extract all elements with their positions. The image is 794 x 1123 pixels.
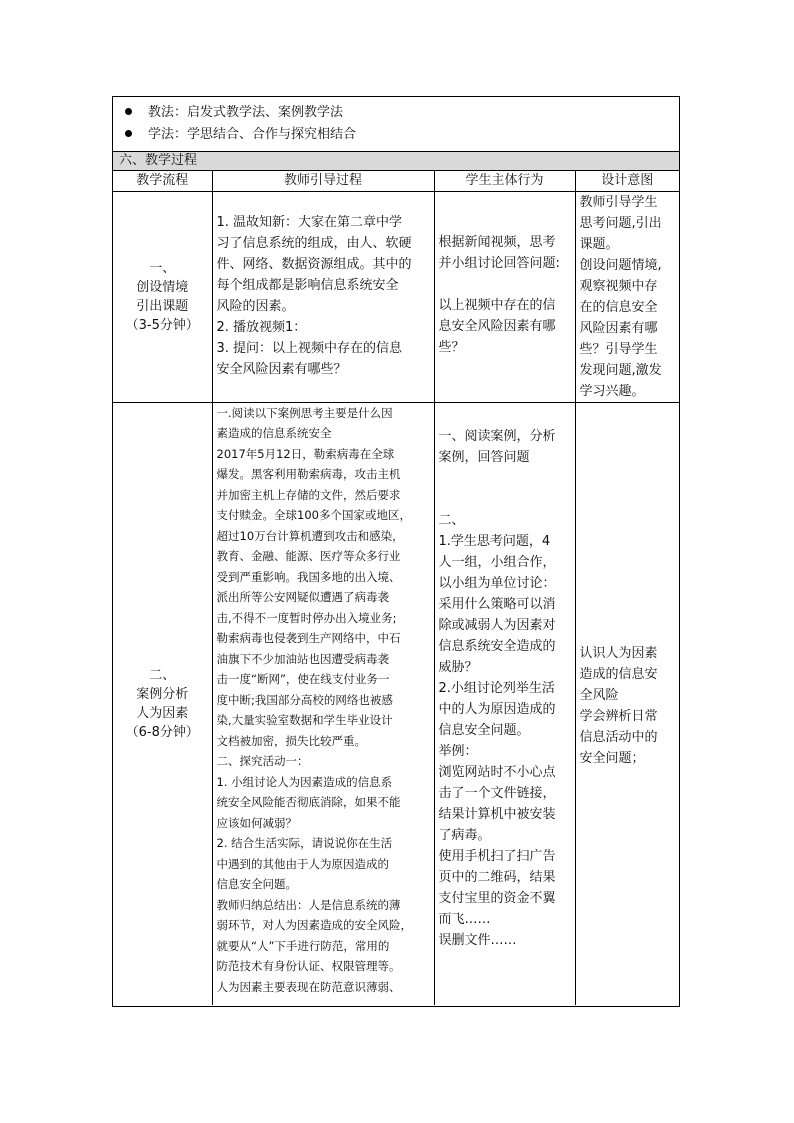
- text-line: 以小组为单位讨论：: [438, 575, 556, 591]
- stage-cell: [113, 191, 212, 402]
- text-line: 支付宝里的资金不翼: [438, 890, 556, 906]
- text-line: 风险因素有哪: [579, 320, 658, 336]
- text-line: 学会辨析日常: [579, 708, 658, 724]
- text-line: 些？: [438, 339, 465, 355]
- text-line: 习了信息系统的组成，由人、软硬: [216, 235, 412, 251]
- learning-method-text: 学法：学思结合、合作与探究相结合: [148, 127, 357, 142]
- stage-line: 案例分析: [136, 686, 189, 702]
- text-line: 使用手机扫了扫广告: [438, 848, 556, 864]
- text-line: 爆发。黑客利用勒索病毒，攻击主机: [216, 467, 401, 481]
- student-cell: [434, 191, 575, 402]
- text-line: 息安全风险因素有哪: [438, 318, 556, 334]
- text-line: 造成的信息安: [579, 666, 658, 682]
- intent-cell: [575, 191, 679, 402]
- text-line: 素造成的信息系统安全: [216, 426, 332, 440]
- bullet-icon: [125, 130, 132, 137]
- text-line: 人一组，小组合作，: [438, 554, 556, 570]
- stage-line: 引出课题: [136, 298, 189, 314]
- header-student: 学生主体行为: [434, 171, 575, 191]
- teaching-method-item: [125, 102, 679, 124]
- stage-line: 人为因素: [136, 705, 189, 721]
- text-line: 误删文件……: [438, 932, 517, 948]
- lesson-plan-document: [112, 96, 680, 1007]
- teacher-cell: [212, 402, 434, 1005]
- text-line: 教育、金融、能源、医疗等众多行业: [216, 549, 401, 563]
- text-line: 案例，回答问题: [438, 449, 530, 465]
- text-line: 思考问题,引出: [579, 215, 662, 231]
- text-line: 发现问题,激发: [579, 362, 662, 378]
- text-line: 威胁？: [438, 659, 478, 675]
- text-line: 安全风险因素有哪些？: [216, 361, 347, 377]
- text-line: 信息系统安全造成的: [438, 638, 556, 654]
- method-box: [113, 97, 679, 152]
- text-line: 除或减弱人为因素对: [438, 617, 556, 633]
- text-line: 一.阅读以下案例思考主要是什么因: [216, 405, 393, 420]
- text-line: 些？引导学生: [579, 341, 658, 357]
- text-line: 教师归纳总结出：人是信息系统的薄: [216, 897, 401, 912]
- text-line: 超过10万台计算机遭到攻击和感染，: [216, 528, 404, 543]
- text-line: 中的人为原因造成的: [438, 701, 556, 717]
- text-line: 油旗下不少加油站也因遭受病毒袭: [216, 651, 389, 666]
- stage-line: 一、: [149, 260, 176, 276]
- text-line: 页中的二维码，结果: [438, 869, 556, 885]
- text-line: 每个组成都是影响信息系统安全: [216, 277, 399, 293]
- blank-line: [439, 274, 571, 295]
- text-line: 受到严重影响。我国多地的出入境、: [216, 569, 401, 584]
- header-intent: 设计意图: [575, 171, 679, 191]
- text-line: 浏览网站时不小心点: [438, 764, 556, 780]
- text-line: 了病毒。: [438, 827, 491, 843]
- text-line: 就要从“人”下手进行防范，常用的: [216, 938, 390, 953]
- text-line: 弱环节，对人为因素造成的安全风险，: [216, 918, 412, 932]
- text-line: 一、阅读案例，分析: [438, 428, 556, 444]
- text-line: 并小组讨论回答问题:: [438, 255, 560, 271]
- text-line: 以上视频中存在的信: [438, 297, 556, 313]
- table-row: [113, 191, 679, 402]
- table-header-row: [113, 171, 679, 191]
- text-line: 人为因素主要表现在防范意识薄弱、: [216, 979, 401, 994]
- text-line: 2. 播放视频1：: [216, 319, 307, 335]
- stage-line: （6-8分钟）: [125, 724, 199, 740]
- text-line: 件、网络、数据资源组成。其中的: [216, 256, 412, 272]
- bullet-icon: [125, 108, 132, 115]
- text-line: 认识人为因素: [579, 645, 658, 661]
- text-line: 风险的因素。: [216, 298, 295, 314]
- text-line: 1. 温故知新：大家在第二章中学: [216, 214, 403, 230]
- text-line: 1. 小组讨论人为因素造成的信息系: [216, 774, 393, 789]
- text-line: 创设问题情境,: [579, 257, 662, 273]
- text-line: 统安全风险能否彻底消除，如果不能: [216, 795, 401, 809]
- text-line: 2.小组讨论列举生活: [438, 680, 555, 696]
- text-line: 根据新闻视频，思考: [438, 234, 556, 250]
- text-line: 应该如何减弱？: [216, 815, 297, 830]
- text-line: 染,大量实验室数据和学生毕业设计: [216, 713, 393, 727]
- text-line: 中遇到的其他由于人为原因造成的: [216, 856, 389, 871]
- text-line: 2. 结合生活实际，请说说你在生活: [216, 836, 393, 850]
- text-line: 二、: [438, 512, 465, 528]
- text-line: 击一度“断网”，使在线支付业务一: [216, 672, 390, 686]
- text-line: 勒索病毒也侵袭到生产网络中，中石: [216, 631, 401, 645]
- stage-cell: [113, 402, 212, 1005]
- text-line: 击,不得不一度暂时停办出入境业务;: [216, 610, 397, 625]
- section-title: 六、教学过程: [113, 152, 679, 171]
- header-teacher: 教师引导过程: [212, 171, 434, 191]
- header-flow: 教学流程: [113, 171, 212, 191]
- text-line: 信息活动中的: [579, 729, 658, 745]
- text-line: 举例：: [438, 743, 478, 759]
- text-line: 防范技术有身份认证、权限管理等。: [216, 959, 401, 973]
- teaching-method-text: 教法：启发式教学法、案例教学法: [148, 105, 344, 120]
- teacher-cell: [212, 191, 434, 402]
- text-line: 信息安全问题。: [438, 722, 530, 738]
- text-line: 2017年5月12日，勒索病毒在全球: [216, 446, 395, 461]
- blank-line: [439, 489, 571, 510]
- text-line: 结果计算机中被安装: [438, 806, 556, 822]
- table-row: [113, 402, 679, 1005]
- blank-line: [439, 405, 571, 426]
- learning-method-item: [125, 124, 679, 146]
- intent-cell: [575, 402, 679, 1005]
- text-line: 采用什么策略可以消: [438, 596, 556, 612]
- text-line: 学习兴趣。: [579, 383, 645, 399]
- text-line: 击了一个文件链接，: [438, 785, 556, 801]
- text-line: 文档被加密，损失比较严重。: [216, 733, 366, 748]
- text-line: 派出所等公安网疑似遭遇了病毒袭: [216, 590, 389, 604]
- text-line: 信息安全问题。: [216, 877, 297, 891]
- stage-line: 创设情境: [136, 279, 189, 295]
- text-line: 1.学生思考问题，4: [438, 533, 551, 549]
- text-line: 在的信息安全: [579, 299, 658, 315]
- text-line: 支付赎金。全球100多个国家或地区，: [216, 508, 411, 522]
- blank-line: [439, 468, 571, 489]
- stage-line: （3-5分钟）: [125, 317, 199, 333]
- text-line: 教师引导学生: [579, 194, 658, 210]
- text-line: 二、探究活动一：: [216, 754, 309, 768]
- text-line: 并加密主机上存储的文件，然后要求: [216, 487, 401, 502]
- process-table: [113, 171, 679, 1005]
- student-cell: [434, 402, 575, 1005]
- text-line: 度中断;我国部分高校的网络也被感: [216, 692, 393, 707]
- text-line: 而飞……: [438, 911, 491, 927]
- text-line: 观察视频中存: [579, 278, 658, 294]
- text-line: 安全问题；: [579, 750, 645, 766]
- text-line: 全风险: [579, 687, 619, 703]
- stage-line: 二、: [149, 667, 176, 683]
- text-line: 课题。: [579, 236, 619, 252]
- text-line: 3. 提问：以上视频中存在的信息: [216, 340, 403, 356]
